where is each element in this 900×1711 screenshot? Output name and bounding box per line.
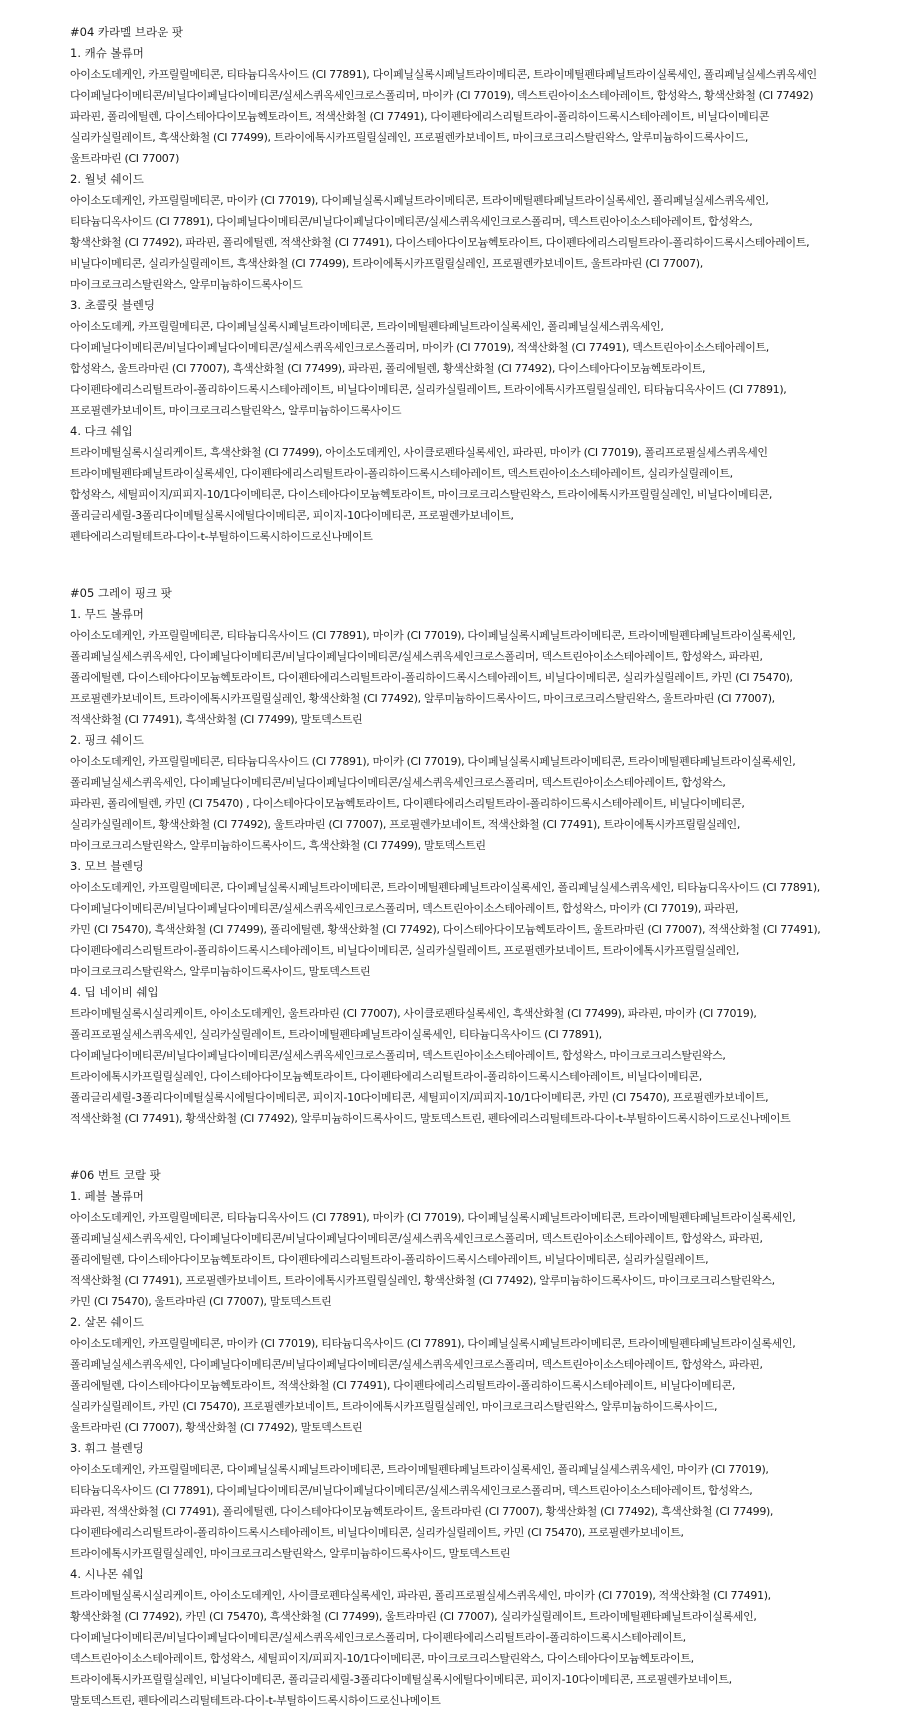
shade-block: [70, 982, 870, 1129]
ingredient-line: 파라핀, 폴리에틸렌, 다이스테아다이모늄헥토라이트, 적색산화철 (CI 77491), 다이펜타에리스리틸트라이-폴리하이드록시스테아레이트, 비닐다이메티콘: [70, 110, 770, 123]
shade-name: 3. 초콜릿 블렌딩: [70, 298, 155, 312]
shade-block: [70, 730, 870, 856]
ingredient-line: 황색산화철 (CI 77492), 카민 (CI 75470), 흑색산화철 (CI 77499), 울트라마린 (CI 77007), 실리카실릴레이트, 트라이메틸펜타페닐트라이실록세인,: [70, 1610, 757, 1623]
ingredient-line: 폴리글리세릴-3폴리다이메틸실록시에틸다이메티콘, 피이지-10다이메티콘, 프로필렌카보네이트,: [70, 509, 514, 522]
ingredient-line: 폴리에틸렌, 다이스테아다이모늄헥토라이트, 다이펜타에리스리틸트라이-폴리하이드록시스테아레이트, 비닐다이메티콘, 실리카실릴레이트, 카민 (CI 75470),: [70, 671, 793, 684]
ingredient-line: 마이크로크리스탈린왁스, 알루미늄하이드록사이드, 흑색산화철 (CI 77499), 말토덱스트린: [70, 839, 486, 852]
shade-block: [70, 421, 870, 547]
shade-name: 2. 살몬 쉐이드: [70, 1315, 144, 1329]
ingredient-line: 프로필렌카보네이트, 마이크로크리스탈린왁스, 알루미늄하이드록사이드: [70, 404, 402, 417]
shade-block: [70, 1312, 870, 1438]
ingredient-line: 실리카실릴레이트, 카민 (CI 75470), 프로필렌카보네이트, 트라이에톡시카프릴릴실레인, 마이크로크리스탈린왁스, 알루미늄하이드록사이드,: [70, 1400, 718, 1413]
ingredient-line: 파라핀, 적색산화철 (CI 77491), 폴리에틸렌, 다이스테아다이모늄헥토라이트, 울트라마린 (CI 77007), 황색산화철 (CI 77492), 흑색산화철 (CI 77499),: [70, 1505, 774, 1518]
shade-name: 2. 월넛 쉐이드: [70, 172, 144, 186]
shade-block: [70, 1564, 870, 1711]
ingredient-document: [70, 22, 870, 1711]
shade-block: [70, 43, 870, 169]
shade-name: 1. 무드 볼류머: [70, 607, 144, 621]
ingredient-line: 실리카실릴레이트, 황색산화철 (CI 77492), 울트라마린 (CI 77007), 프로필렌카보네이트, 적색산화철 (CI 77491), 트라이에톡시카프릴릴실레인,: [70, 818, 740, 831]
ingredient-line: 아이소도데케인, 카프릴릴메티콘, 티타늄디옥사이드 (CI 77891), 마이카 (CI 77019), 다이페닐실록시페닐트라이메티콘, 트라이메틸펜타페닐트라이실록세인,: [70, 1211, 796, 1224]
ingredient-line: 울트라마린 (CI 77007), 황색산화철 (CI 77492), 말토덱스트린: [70, 1421, 363, 1434]
ingredient-line: 아이소도데케인, 카프릴릴메티콘, 다이페닐실록시페닐트라이메티콘, 트라이메틸펜타페닐트라이실록세인, 폴리페닐실세스퀴옥세인, 티타늄디옥사이드 (CI 77891),: [70, 881, 820, 894]
ingredient-line: 적색산화철 (CI 77491), 황색산화철 (CI 77492), 알루미늄하이드록사이드, 말토덱스트린, 펜타에리스리틸테트라-다이-t-부틸하이드록시하이드로신나메이트: [70, 1112, 791, 1125]
ingredient-line: 파라핀, 폴리에틸렌, 카민 (CI 75470) , 다이스테아다이모늄헥토라이트, 다이펜타에리스리틸트라이-폴리하이드록시스테아레이트, 비닐다이메티콘,: [70, 797, 745, 810]
ingredient-line: 티타늄디옥사이드 (CI 77891), 다이페닐다이메티콘/비닐다이페닐다이메티콘/실세스퀴옥세인크로스폴리머, 덱스트린아이소스테아레이트, 합성왁스,: [70, 1484, 753, 1497]
ingredient-line: 말토덱스트린, 펜타에리스리틸테트라-다이-t-부틸하이드록시하이드로신나메이트: [70, 1694, 441, 1707]
shade-name: 4. 다크 쉐입: [70, 424, 133, 438]
ingredient-line: 폴리페닐실세스퀴옥세인, 다이페닐다이메티콘/비닐다이페닐다이메티콘/실세스퀴옥세인크로스폴리머, 덱스트린아이소스테아레이트, 합성왁스,: [70, 776, 726, 789]
shade-block: [70, 604, 870, 730]
ingredient-line: 비닐다이메티콘, 실리카실릴레이트, 흑색산화철 (CI 77499), 트라이에톡시카프릴릴실레인, 프로필렌카보네이트, 울트라마린 (CI 77007),: [70, 257, 703, 270]
ingredient-line: 아이소도데케인, 카프릴릴메티콘, 다이페닐실록시페닐트라이메티콘, 트라이메틸펜타페닐트라이실록세인, 폴리페닐실세스퀴옥세인, 마이카 (CI 77019),: [70, 1463, 769, 1476]
ingredient-line: 다이페닐다이메티콘/비닐다이페닐다이메티콘/실세스퀴옥세인크로스폴리머, 덱스트린아이소스테아레이트, 합성왁스, 마이카 (CI 77019), 파라핀,: [70, 902, 739, 915]
ingredient-line: 폴리프로필실세스퀴옥세인, 실리카실릴레이트, 트라이메틸펜타페닐트라이실록세인, 티타늄디옥사이드 (CI 77891),: [70, 1028, 602, 1041]
shade-block: [70, 169, 870, 295]
ingredient-line: 프로필렌카보네이트, 트라이에톡시카프릴릴실레인, 황색산화철 (CI 77492), 알루미늄하이드록사이드, 마이크로크리스탈린왁스, 울트라마린 (CI 77007),: [70, 692, 775, 705]
ingredient-line: 아이소도데케인, 카프릴릴메티콘, 티타늄디옥사이드 (CI 77891), 마이카 (CI 77019), 다이페닐실록시페닐트라이메티콘, 트라이메틸펜타페닐트라이실록세인,: [70, 755, 796, 768]
ingredient-line: 적색산화철 (CI 77491), 프로필렌카보네이트, 트라이에톡시카프릴릴실레인, 황색산화철 (CI 77492), 알루미늄하이드록사이드, 마이크로크리스탈린왁스,: [70, 1274, 775, 1287]
ingredient-line: 트라이에톡시카프릴릴실레인, 마이크로크리스탈린왁스, 알루미늄하이드록사이드, 말토덱스트린: [70, 1547, 511, 1560]
ingredient-line: 적색산화철 (CI 77491), 흑색산화철 (CI 77499), 말토덱스트린: [70, 713, 363, 726]
ingredient-line: 아이소도데케인, 카프릴릴메티콘, 마이카 (CI 77019), 다이페닐실록시페닐트라이메티콘, 트라이메틸펜타페닐트라이실록세인, 폴리페닐실세스퀴옥세인,: [70, 194, 769, 207]
ingredient-line: 폴리글리세릴-3폴리다이메틸실록시에틸다이메티콘, 피이지-10다이메티콘, 세틸피이지/피피지-10/1다이메티콘, 카민 (CI 75470), 프로필렌카보네이트,: [70, 1091, 769, 1104]
ingredient-line: 다이펜타에리스리틸트라이-폴리하이드록시스테아레이트, 비닐다이메티콘, 실리카실릴레이트, 트라이에톡시카프릴릴실레인, 티타늄디옥사이드 (CI 77891),: [70, 383, 787, 396]
ingredient-line: 아이소도데케, 카프릴릴메티콘, 다이페닐실록시페닐트라이메티콘, 트라이메틸펜타페닐트라이실록세인, 폴리페닐실세스퀴옥세인,: [70, 320, 664, 333]
ingredient-line: 다이페닐다이메티콘/비닐다이페닐다이메티콘/실세스퀴옥세인크로스폴리머, 덱스트린아이소스테아레이트, 합성왁스, 마이크로크리스탈린왁스,: [70, 1049, 726, 1062]
ingredient-line: 펜타에리스리틸테트라-다이-t-부틸하이드록시하이드로신나메이트: [70, 530, 373, 543]
shade-block: [70, 856, 870, 982]
shade-block: [70, 295, 870, 421]
ingredient-line: 트라이에톡시카프릴릴실레인, 비닐다이메티콘, 폴리글리세릴-3폴리다이메틸실록시에틸다이메티콘, 피이지-10다이메티콘, 프로필렌카보네이트,: [70, 1673, 732, 1686]
ingredient-line: 다이페닐다이메티콘/비닐다이페닐다이메티콘/실세스퀴옥세인크로스폴리머, 마이카 (CI 77019), 덱스트린아이소스테아레이트, 합성왁스, 황색산화철 (CI 77492): [70, 89, 814, 102]
ingredient-line: 울트라마린 (CI 77007): [70, 152, 180, 165]
product-section: [70, 22, 870, 547]
ingredient-line: 실리카실릴레이트, 흑색산화철 (CI 77499), 트라이에톡시카프릴릴실레인, 프로필렌카보네이트, 마이크로크리스탈린왁스, 알루미늄하이드록사이드,: [70, 131, 748, 144]
ingredient-line: 폴리에틸렌, 다이스테아다이모늄헥토라이트, 적색산화철 (CI 77491), 다이펜타에리스리틸트라이-폴리하이드록시스테아레이트, 비닐다이메티콘,: [70, 1379, 736, 1392]
product-title: #06 번트 코랄 팟: [70, 1168, 161, 1182]
shade-name: 1. 페블 볼류머: [70, 1189, 144, 1203]
ingredient-line: 마이크로크리스탈린왁스, 알루미늄하이드록사이드: [70, 278, 303, 291]
shade-name: 4. 시나몬 쉐입: [70, 1567, 144, 1581]
product-title: #04 카라멜 브라운 팟: [70, 25, 183, 39]
ingredient-line: 아이소도데케인, 카프릴릴메티콘, 티타늄디옥사이드 (CI 77891), 마이카 (CI 77019), 다이페닐실록시페닐트라이메티콘, 트라이메틸펜타페닐트라이실록세인,: [70, 629, 796, 642]
ingredient-line: 폴리에틸렌, 다이스테아다이모늄헥토라이트, 다이펜타에리스리틸트라이-폴리하이드록시스테아레이트, 비닐다이메티콘, 실리카실릴레이트,: [70, 1253, 709, 1266]
ingredient-line: 폴리페닐실세스퀴옥세인, 다이페닐다이메티콘/비닐다이페닐다이메티콘/실세스퀴옥세인크로스폴리머, 덱스트린아이소스테아레이트, 합성왁스, 파라핀,: [70, 650, 763, 663]
shade-name: 3. 휘그 블렌딩: [70, 1441, 144, 1455]
ingredient-line: 폴리페닐실세스퀴옥세인, 다이페닐다이메티콘/비닐다이페닐다이메티콘/실세스퀴옥세인크로스폴리머, 덱스트린아이소스테아레이트, 합성왁스, 파라핀,: [70, 1358, 763, 1371]
shade-block: [70, 1438, 870, 1564]
ingredient-line: 티타늄디옥사이드 (CI 77891), 다이페닐다이메티콘/비닐다이페닐다이메티콘/실세스퀴옥세인크로스폴리머, 덱스트린아이소스테아레이트, 합성왁스,: [70, 215, 753, 228]
ingredient-line: 마이크로크리스탈린왁스, 알루미늄하이드록사이드, 말토덱스트린: [70, 965, 371, 978]
product-title: #05 그레이 핑크 팟: [70, 586, 172, 600]
ingredient-line: 합성왁스, 세틸피이지/피피지-10/1다이메티콘, 다이스테아다이모늄헥토라이트, 마이크로크리스탈린왁스, 트라이에톡시카프릴릴실레인, 비닐다이메티콘,: [70, 488, 772, 501]
ingredient-line: 다이페닐다이메티콘/비닐다이페닐다이메티콘/실세스퀴옥세인크로스폴리머, 마이카 (CI 77019), 적색산화철 (CI 77491), 덱스트린아이소스테아레이트,: [70, 341, 769, 354]
shade-name: 2. 핑크 쉐이드: [70, 733, 144, 747]
ingredient-line: 트라이에톡시카프릴릴실레인, 다이스테아다이모늄헥토라이트, 다이펜타에리스리틸트라이-폴리하이드록시스테아레이트, 비닐다이메티콘,: [70, 1070, 702, 1083]
ingredient-line: 덱스트린아이소스테아레이트, 합성왁스, 세틸피이지/피피지-10/1다이메티콘, 마이크로크리스탈린왁스, 다이스테아다이모늄헥토라이트,: [70, 1652, 694, 1665]
ingredient-line: 다이펜타에리스리틸트라이-폴리하이드록시스테아레이트, 비닐다이메티콘, 실리카실릴레이트, 프로필렌카보네이트, 트라이에톡시카프릴릴실레인,: [70, 944, 740, 957]
ingredient-line: 트라이메틸실록시실리케이트, 흑색산화철 (CI 77499), 아이소도데케인, 사이클로펜타실록세인, 파라핀, 마이카 (CI 77019), 폴리프로필실세스퀴옥세인: [70, 446, 768, 459]
ingredient-line: 카민 (CI 75470), 울트라마린 (CI 77007), 말토덱스트린: [70, 1295, 332, 1308]
ingredient-line: 트라이메틸실록시실리케이트, 아이소도데케인, 사이클로펜타실록세인, 파라핀, 폴리프로필실세스퀴옥세인, 마이카 (CI 77019), 적색산화철 (CI 77491),: [70, 1589, 771, 1602]
shade-name: 3. 모브 블렌딩: [70, 859, 144, 873]
ingredient-line: 트라이메틸펜타페닐트라이실록세인, 다이펜타에리스리틸트라이-폴리하이드록시스테아레이트, 덱스트린아이소스테아레이트, 실리카실릴레이트,: [70, 467, 733, 480]
ingredient-line: 다이펜타에리스리틸트라이-폴리하이드록시스테아레이트, 비닐다이메티콘, 실리카실릴레이트, 카민 (CI 75470), 프로필렌카보네이트,: [70, 1526, 684, 1539]
ingredient-line: 황색산화철 (CI 77492), 파라핀, 폴리에틸렌, 적색산화철 (CI 77491), 다이스테아다이모늄헥토라이트, 다이펜타에리스리틸트라이-폴리하이드록시스테아레이트,: [70, 236, 810, 249]
ingredient-line: 아이소도데케인, 카프릴릴메티콘, 티타늄디옥사이드 (CI 77891), 다이페닐실록시페닐트라이메티콘, 트라이메틸펜타페닐트라이실록세인, 폴리페닐실세스퀴옥세인: [70, 68, 817, 81]
product-section: [70, 583, 870, 1129]
ingredient-line: 다이페닐다이메티콘/비닐다이페닐다이메티콘/실세스퀴옥세인크로스폴리머, 다이펜타에리스리틸트라이-폴리하이드록시스테아레이트,: [70, 1631, 686, 1644]
ingredient-line: 아이소도데케인, 카프릴릴메티콘, 마이카 (CI 77019), 티타늄디옥사이드 (CI 77891), 다이페닐실록시페닐트라이메티콘, 트라이메틸펜타페닐트라이실록세인,: [70, 1337, 796, 1350]
shade-block: [70, 1186, 870, 1312]
ingredient-line: 합성왁스, 울트라마린 (CI 77007), 흑색산화철 (CI 77499), 파라핀, 폴리에틸렌, 황색산화철 (CI 77492), 다이스테아다이모늄헥토라이트,: [70, 362, 706, 375]
ingredient-line: 폴리페닐실세스퀴옥세인, 다이페닐다이메티콘/비닐다이페닐다이메티콘/실세스퀴옥세인크로스폴리머, 덱스트린아이소스테아레이트, 합성왁스, 파라핀,: [70, 1232, 763, 1245]
ingredient-line: 카민 (CI 75470), 흑색산화철 (CI 77499), 폴리에틸렌, 황색산화철 (CI 77492), 다이스테아다이모늄헥토라이트, 울트라마린 (CI 77007), 적색산화철 (CI 77491),: [70, 923, 821, 936]
ingredient-line: 트라이메틸실록시실리케이트, 아이소도데케인, 울트라마린 (CI 77007), 사이클로펜타실록세인, 흑색산화철 (CI 77499), 파라핀, 마이카 (CI 77019),: [70, 1007, 757, 1020]
shade-name: 1. 캐슈 볼류머: [70, 46, 144, 60]
shade-name: 4. 딥 네이비 쉐입: [70, 985, 159, 999]
product-section: [70, 1165, 870, 1711]
